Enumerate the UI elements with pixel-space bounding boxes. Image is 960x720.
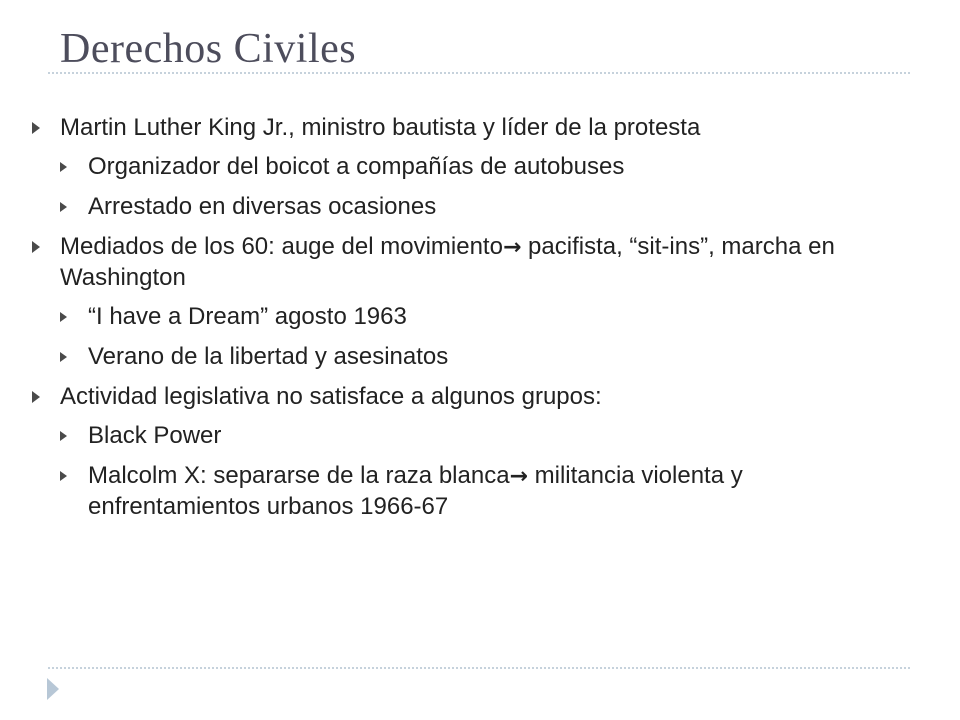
triangle-bullet-icon — [60, 312, 67, 322]
list-item-text: Arrestado en diversas ocasiones — [88, 193, 437, 220]
list-item — [30, 342, 910, 372]
slide-title: Derechos Civiles — [60, 26, 357, 72]
triangle-bullet-icon — [32, 241, 40, 253]
list-item — [30, 152, 910, 182]
list-item-text-before: Malcolm X: separarse de la raza blanca — [88, 462, 510, 489]
triangle-bullet-icon — [32, 391, 40, 403]
triangle-bullet-icon — [60, 471, 67, 481]
list-item — [30, 421, 910, 451]
list-item — [30, 382, 910, 412]
list-item — [30, 192, 910, 222]
list-item-text: Actividad legislativa no satisface a algunos grupos: — [60, 383, 602, 410]
title-divider — [48, 72, 910, 74]
chevron-right-icon — [47, 678, 59, 700]
list-item-text: Martin Luther King Jr., ministro bautista y líder de la protesta — [60, 114, 701, 141]
list-item — [30, 232, 910, 293]
triangle-bullet-icon — [60, 162, 67, 172]
arrow-icon: → — [509, 464, 528, 489]
footer-divider — [48, 667, 910, 669]
bullet-list — [30, 113, 910, 532]
list-item-text: Verano de la libertad y asesinatos — [88, 343, 449, 370]
list-item — [30, 461, 910, 522]
list-item-text-after: militancia violenta y enfrentamientos urbanos 1966-67 — [88, 462, 743, 520]
list-item-text: Black Power — [88, 422, 222, 449]
list-item-text-before: Mediados de los 60: auge del movimiento — [60, 233, 503, 260]
list-item-text: “I have a Dream” agosto 1963 — [88, 303, 407, 330]
triangle-bullet-icon — [60, 431, 67, 441]
triangle-bullet-icon — [60, 352, 67, 362]
list-item — [30, 113, 910, 143]
arrow-icon: → — [502, 235, 522, 260]
list-item — [30, 302, 910, 332]
list-item-text-after: pacifista, “sit-ins”, marcha en Washington — [60, 233, 835, 291]
triangle-bullet-icon — [32, 122, 40, 134]
list-item-text: Organizador del boicot a compañías de autobuses — [88, 153, 625, 180]
triangle-bullet-icon — [60, 202, 67, 212]
